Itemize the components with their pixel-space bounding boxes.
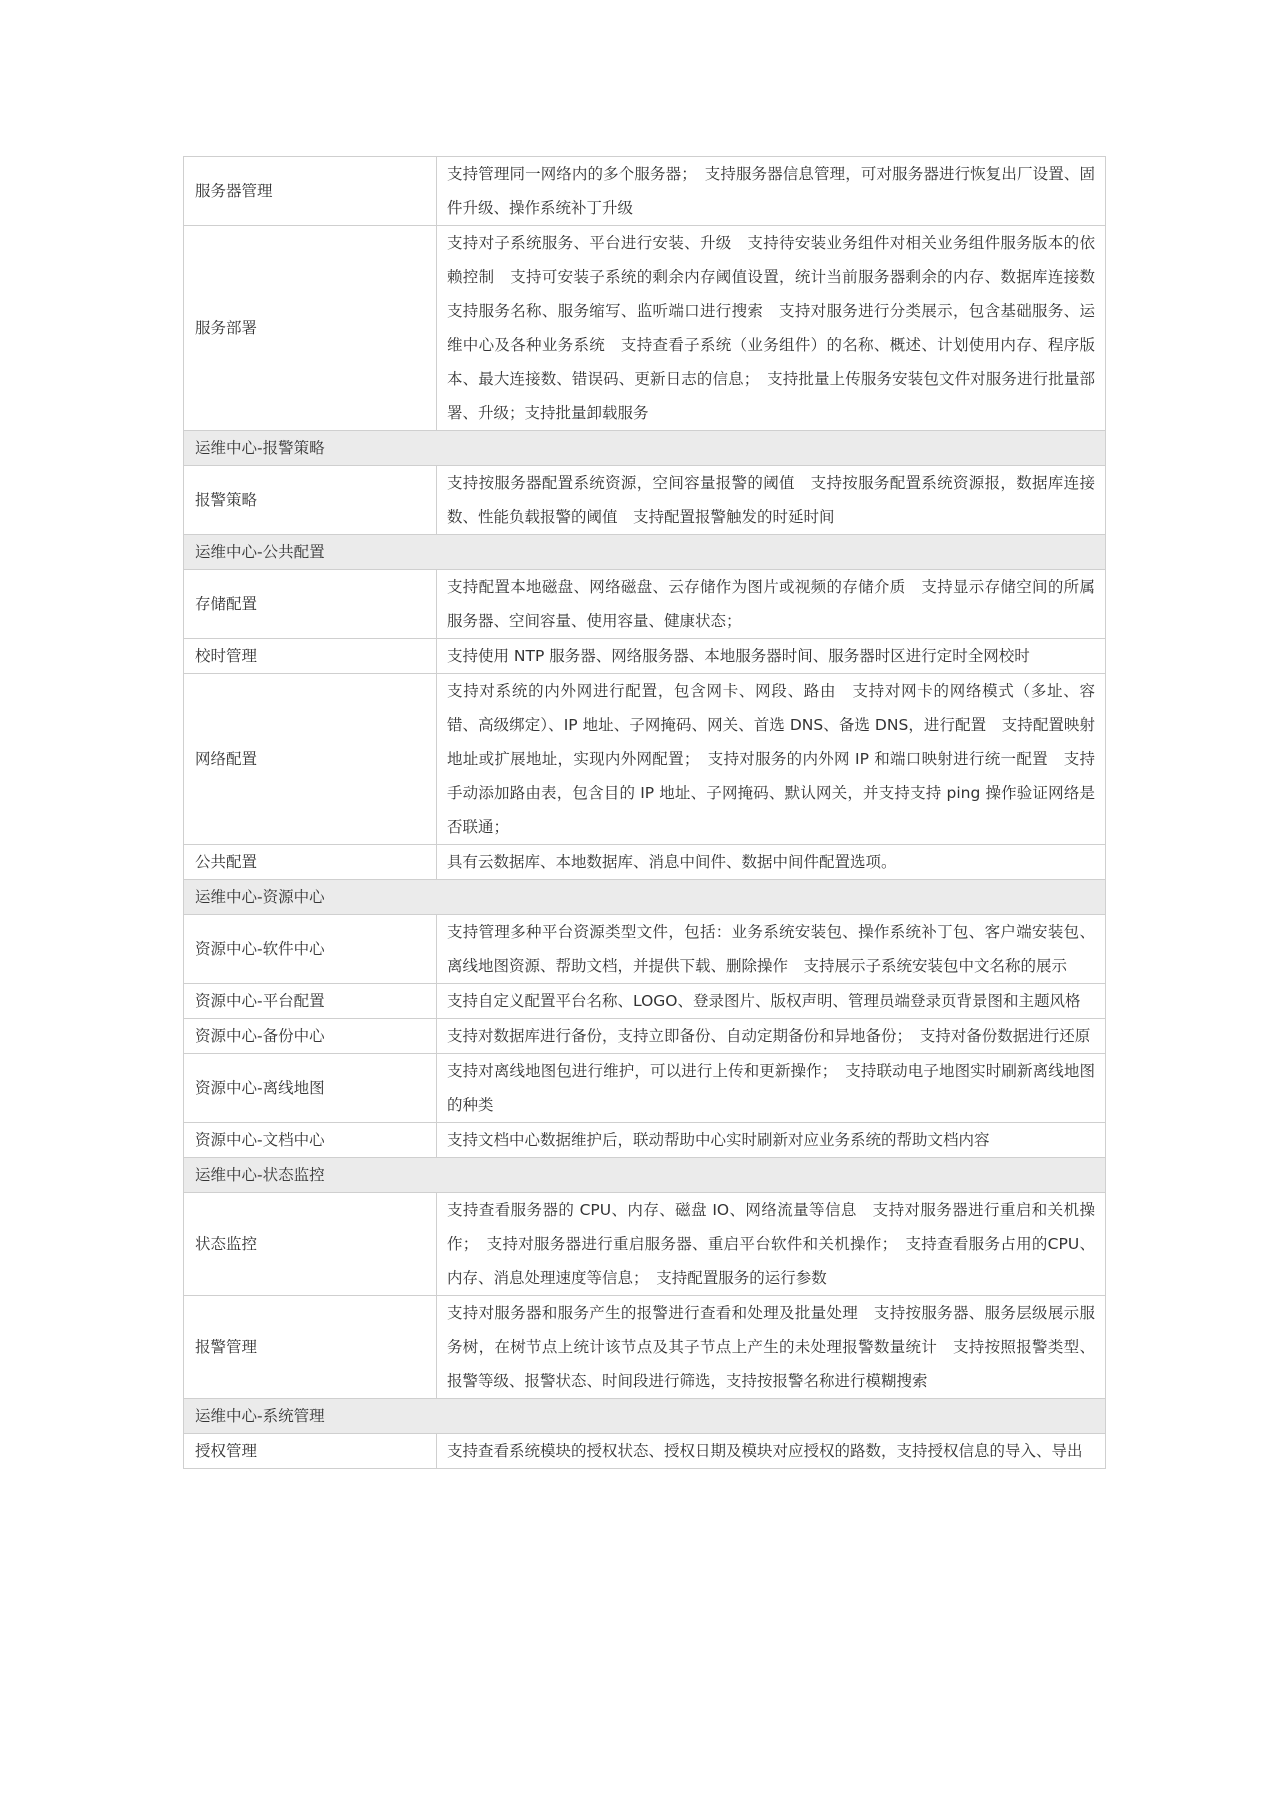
feature-description-cell: 支持配置本地磁盘、网络磁盘、云存储作为图片或视频的存储介质 支持显示存储空间的所属服务器、空间容量、使用容量、健康状态； (437, 570, 1106, 639)
table-row (184, 1054, 1106, 1123)
feature-name-cell: 资源中心-备份中心 (184, 1019, 437, 1054)
section-header-row (184, 1399, 1106, 1434)
table-row (184, 1019, 1106, 1054)
feature-spec-table (183, 156, 1111, 1469)
feature-description-cell: 支持管理同一网络内的多个服务器； 支持服务器信息管理，可对服务器进行恢复出厂设置、固件升级、操作系统补丁升级 (437, 157, 1106, 226)
feature-name-cell: 服务部署 (184, 226, 437, 431)
feature-description-cell: 支持对离线地图包进行维护，可以进行上传和更新操作； 支持联动电子地图实时刷新离线地图的种类 (437, 1054, 1106, 1123)
feature-name-cell: 资源中心-平台配置 (184, 984, 437, 1019)
table-row (184, 1193, 1106, 1296)
table-row (184, 570, 1106, 639)
feature-description-cell: 支持管理多种平台资源类型文件，包括：业务系统安装包、操作系统补丁包、客户端安装包、离线地图资源、帮助文档，并提供下载、删除操作 支持展示子系统安装包中文名称的展示 (437, 915, 1106, 984)
feature-description-cell: 支持查看服务器的 CPU、内存、磁盘 IO、网络流量等信息 支持对服务器进行重启和关机操作； 支持对服务器进行重启服务器、重启平台软件和关机操作； 支持查看服务占用的CPU、内存、消息处理速度等信息； 支持配置服务的运行参数 (437, 1193, 1106, 1296)
feature-name-cell: 存储配置 (184, 570, 437, 639)
feature-description-cell: 支持使用 NTP 服务器、网络服务器、本地服务器时间、服务器时区进行定时全网校时 (437, 639, 1106, 674)
feature-name-cell: 资源中心-文档中心 (184, 1123, 437, 1158)
feature-name-cell: 资源中心-软件中心 (184, 915, 437, 984)
table-row (184, 674, 1106, 845)
table-row (184, 639, 1106, 674)
feature-description-cell: 支持对服务器和服务产生的报警进行查看和处理及批量处理 支持按服务器、服务层级展示服务树，在树节点上统计该节点及其子节点上产生的未处理报警数量统计 支持按照报警类型、报警等级、报警状态、时间段进行筛选，支持按报警名称进行模糊搜索 (437, 1296, 1106, 1399)
feature-name-cell: 报警管理 (184, 1296, 437, 1399)
feature-description-cell: 支持对子系统服务、平台进行安装、升级 支持待安装业务组件对相关业务组件服务版本的依赖控制 支持可安装子系统的剩余内存阈值设置，统计当前服务器剩余的内存、数据库连接数 支持服务名称、服务缩写、监听端口进行搜索 支持对服务进行分类展示，包含基础服务、运维中心及各种业务系统 支持查看子系统（业务组件）的名称、概述、计划使用内存、程序版本、最大连接数、错误码、更新日志的信息； 支持批量上传服务安装包文件对服务进行批量部署、升级；支持批量卸载服务 (437, 226, 1106, 431)
feature-name-cell: 报警策略 (184, 466, 437, 535)
section-header-row (184, 880, 1106, 915)
feature-description-cell: 具有云数据库、本地数据库、消息中间件、数据中间件配置选项。 (437, 845, 1106, 880)
table-row (184, 466, 1106, 535)
section-title: 运维中心-公共配置 (184, 535, 1106, 570)
table-body (184, 157, 1111, 1469)
section-header-row (184, 431, 1106, 466)
table-row (184, 845, 1106, 880)
feature-description-cell: 支持查看系统模块的授权状态、授权日期及模块对应授权的路数，支持授权信息的导入、导出 (437, 1434, 1106, 1469)
feature-name-cell: 服务器管理 (184, 157, 437, 226)
feature-name-cell: 状态监控 (184, 1193, 437, 1296)
feature-description-cell: 支持对数据库进行备份，支持立即备份、自动定期备份和异地备份； 支持对备份数据进行还原 (437, 1019, 1106, 1054)
table-row (184, 157, 1106, 226)
section-title: 运维中心-报警策略 (184, 431, 1106, 466)
feature-description-cell: 支持对系统的内外网进行配置，包含网卡、网段、路由 支持对网卡的网络模式（多址、容错、高级绑定）、IP 地址、子网掩码、网关、首选 DNS、备选 DNS，进行配置 支持配置映射地址或扩展地址，实现内外网配置； 支持对服务的内外网 IP 和端口映射进行统一配置 支持手动添加路由表，包含目的 IP 地址、子网掩码、默认网关，并支持支持 ping 操作验证网络是否联通； (437, 674, 1106, 845)
section-title: 运维中心-状态监控 (184, 1158, 1106, 1193)
feature-name-cell: 网络配置 (184, 674, 437, 845)
feature-name-cell: 校时管理 (184, 639, 437, 674)
feature-name-cell: 授权管理 (184, 1434, 437, 1469)
table-row (184, 984, 1106, 1019)
feature-name-cell: 资源中心-离线地图 (184, 1054, 437, 1123)
table-row (184, 1296, 1106, 1399)
table-row (184, 915, 1106, 984)
feature-description-cell: 支持文档中心数据维护后，联动帮助中心实时刷新对应业务系统的帮助文档内容 (437, 1123, 1106, 1158)
table-row (184, 226, 1106, 431)
table-row (184, 1434, 1106, 1469)
section-title: 运维中心-系统管理 (184, 1399, 1106, 1434)
section-title: 运维中心-资源中心 (184, 880, 1106, 915)
section-header-row (184, 1158, 1106, 1193)
section-header-row (184, 535, 1106, 570)
table-row (184, 1123, 1106, 1158)
feature-name-cell: 公共配置 (184, 845, 437, 880)
feature-description-cell: 支持按服务器配置系统资源，空间容量报警的阈值 支持按服务配置系统资源报，数据库连接数、性能负载报警的阈值 支持配置报警触发的时延时间 (437, 466, 1106, 535)
feature-description-cell: 支持自定义配置平台名称、LOGO、登录图片、版权声明、管理员端登录页背景图和主题风格 (437, 984, 1106, 1019)
